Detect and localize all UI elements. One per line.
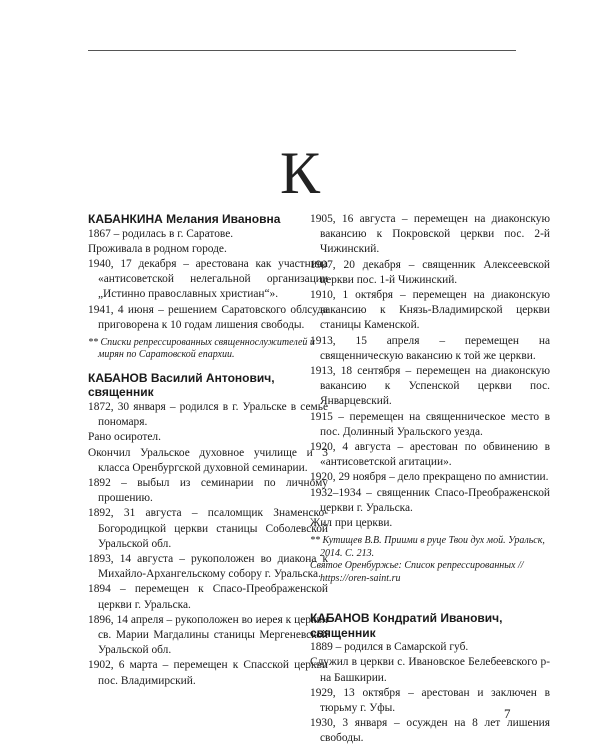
entry-paragraph: 1896, 14 апреля – рукоположен во иерея к церкви св. Марии Магдалины станицы Мергеневской Уральской обл. xyxy=(88,613,328,657)
entry-source: ** Кутищев В.В. Приими в руце Твои дух мой. Уральск, 2014. С. 213. xyxy=(310,535,545,559)
entry-kabankina xyxy=(88,212,328,362)
entry-paragraph: 1920, 29 ноября – дело прекращено по амнистии. xyxy=(310,471,549,484)
entry-paragraph: 1905, 16 августа – перемещен на диаконскую вакансию к Покровской церкви пос. 2-й Чижинский. xyxy=(310,213,550,256)
section-letter: К xyxy=(279,140,321,206)
entry-paragraph: 1907, 20 декабря – священник Алексеевской церкви пос. 1-й Чижинский. xyxy=(310,258,550,286)
entry-paragraph: 1941, 4 июня – решением Саратовского облсуда приговорена к 10 годам лишения свободы. xyxy=(88,303,328,331)
entry-paragraph: 1910, 1 октября – перемещен на диаконскую вакансию к Князь-Владимирской церкви станицы Каменской. xyxy=(310,289,550,332)
entry-forename: Кондратий Иванович, священник xyxy=(310,611,503,640)
page-number: 7 xyxy=(504,706,511,721)
entry-title xyxy=(88,212,328,227)
entry-source: Святое Оренбуржье: Список репрессированных // https://oren-saint.ru xyxy=(310,560,524,584)
entry-paragraph: 1894 – перемещен к Спасо-Преображенской церкви г. Уральска. xyxy=(88,583,328,611)
entry-paragraph: 1913, 18 сентября – перемещен на диаконскую вакансию к Успенской церкви пос. Январцевский. xyxy=(310,365,550,408)
entry-gap xyxy=(310,585,550,611)
entry-kabanov-vasily-cont xyxy=(310,212,550,585)
entry-paragraph: 1902, 6 марта – перемещен к Спасской церкви пос. Владимирский. xyxy=(88,659,328,687)
entry-paragraph: Окончил Уральское духовное училище и 3 класса Оренбургской духовной семинарии. xyxy=(88,446,328,474)
right-column xyxy=(310,212,550,747)
entry-title xyxy=(88,371,328,400)
entry-paragraph: Рано осиротел. xyxy=(88,431,161,444)
entry-surname: КАБАНОВ xyxy=(310,611,370,626)
entry-paragraph: 1867 – родилась в г. Саратове. xyxy=(88,227,234,240)
entry-paragraph: Жил при церкви. xyxy=(310,517,393,530)
entry-title xyxy=(310,611,550,640)
entry-paragraph: 1929, 13 октября – арестован и заключен в тюрьму г. Уфы. xyxy=(310,686,550,715)
entry-paragraph: Проживала в родном городе. xyxy=(88,242,227,255)
entry-paragraph: Служил в церкви с. Ивановское Белебеевского р-на Башкирии. xyxy=(310,656,550,684)
entry-gap xyxy=(88,362,328,371)
entry-paragraph: 1893, 14 августа – рукоположен во диакона к Михайло-Архангельскому собору г. Уральска. xyxy=(88,552,328,581)
entry-paragraph: 1889 – родился в Самарской губ. xyxy=(310,641,469,654)
entry-paragraph: 1892, 31 августа – псаломщик Знаменско-Богородицкой церкви станицы Соболевской Уральской обл. xyxy=(88,507,328,550)
entry-paragraph: 1892 – выбыл из семинарии по личному прошению. xyxy=(88,476,328,505)
entry-source: ** Списки репрессированных священнослужителей и мирян по Саратовской епархии. xyxy=(88,336,315,361)
entry-paragraph: 1940, 17 декабря – арестована как участница «антисоветской нелегальной организации „Истинно православных христиан“». xyxy=(88,257,328,301)
top-rule xyxy=(88,50,516,51)
entry-paragraph: 1915 – перемещен на священническое место в пос. Долинный Уральского уезда. xyxy=(310,410,550,438)
entry-surname: КАБАНОВ xyxy=(88,370,148,385)
entry-paragraph: 1920, 4 августа – арестован по обвинению в «антисоветской агитации». xyxy=(310,441,550,469)
entry-paragraph: 1932–1934 – священник Спасо-Преображенской церкви г. Уральска. xyxy=(310,486,550,514)
entry-forename: Василий Антонович, священник xyxy=(88,370,275,400)
entry-kabanov-kondraty xyxy=(310,611,550,746)
entry-paragraph: 1913, 15 апреля – перемещен на священническую вакансию к той же церкви. xyxy=(310,334,550,362)
entry-forename: Мелания Ивановна xyxy=(162,212,281,226)
entry-paragraph: 1930, 3 января – осужден на 8 лет лишения свободы. xyxy=(310,717,550,745)
entry-paragraph: 1872, 30 января – родился в г. Уральске в семье пономаря. xyxy=(88,400,328,429)
entry-surname: КАБАНКИНА xyxy=(88,212,163,226)
entry-kabanov-vasily xyxy=(88,371,328,689)
left-column xyxy=(88,212,328,689)
